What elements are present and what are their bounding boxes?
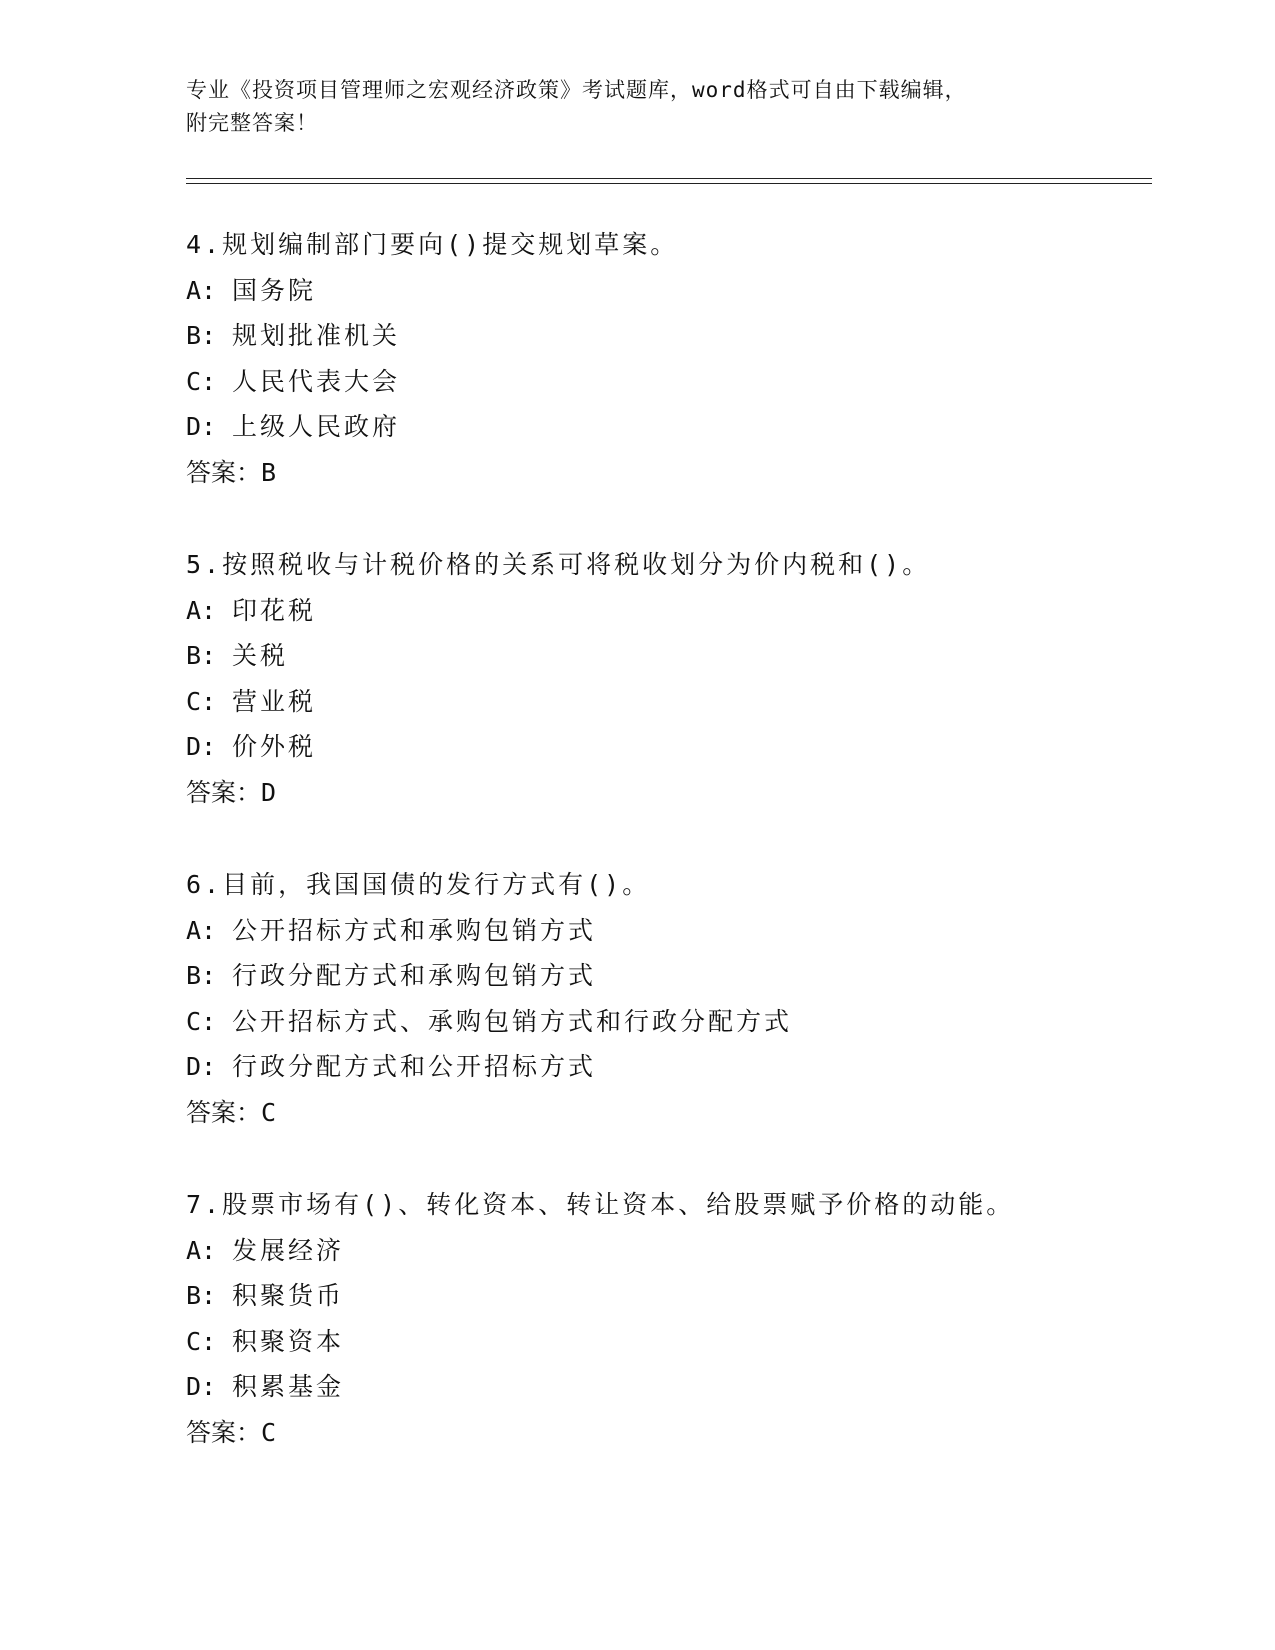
answer-label: 答案： [186, 777, 262, 807]
document-header [186, 74, 1086, 140]
answer-value: C [261, 1417, 277, 1447]
option-d [186, 724, 1186, 770]
option-letter: B: [186, 641, 217, 670]
option-text: 规划批准机关 [232, 321, 401, 350]
option-text: 营业税 [232, 686, 317, 716]
option-letter: C: [186, 1006, 217, 1036]
option-text: 关税 [232, 641, 289, 670]
option-c [186, 999, 1186, 1045]
option-letter: A: [186, 915, 217, 945]
option-d [186, 1044, 1186, 1090]
question-stem: 4.规划编制部门要向()提交规划草案。 [186, 230, 679, 259]
option-letter: D: [186, 1372, 217, 1401]
answer-label: 答案： [186, 1417, 262, 1447]
option-c [186, 679, 1186, 725]
answer-value: C [261, 1097, 277, 1127]
option-text: 国务院 [232, 275, 317, 305]
option-letter: B: [186, 321, 217, 350]
answer-value: D [261, 777, 277, 807]
option-text: 行政分配方式和公开招标方式 [232, 1052, 597, 1081]
header-line-2: 附完整答案！ [186, 111, 318, 135]
option-letter: C: [186, 366, 217, 396]
option-b [186, 953, 1186, 999]
option-text: 上级人民政府 [232, 412, 401, 441]
answer-label: 答案： [186, 457, 262, 487]
option-letter: A: [186, 275, 217, 305]
answer-value: B [261, 457, 277, 487]
question-4 [186, 222, 1186, 495]
option-text: 行政分配方式和承购包销方式 [232, 961, 597, 990]
option-letter: D: [186, 1052, 217, 1081]
question-7 [186, 1182, 1186, 1455]
option-letter: D: [186, 732, 217, 761]
header-divider-bottom [186, 183, 1152, 184]
option-c [186, 1319, 1186, 1365]
option-a [186, 908, 1186, 954]
question-stem: 5.按照税收与计税价格的关系可将税收划分为价内税和()。 [186, 550, 931, 579]
option-b [186, 1273, 1186, 1319]
option-text: 积聚资本 [232, 1326, 345, 1356]
option-letter: B: [186, 961, 217, 990]
option-text: 发展经济 [232, 1235, 345, 1265]
question-stem: 7.股票市场有()、转化资本、转让资本、给股票赋予价格的动能。 [186, 1190, 1015, 1219]
header-divider-top [186, 178, 1152, 179]
option-text: 印花税 [232, 595, 317, 625]
option-letter: C: [186, 1326, 217, 1356]
option-a [186, 588, 1186, 634]
option-text: 公开招标方式和承购包销方式 [232, 915, 597, 945]
option-letter: B: [186, 1281, 217, 1310]
option-text: 公开招标方式、承购包销方式和行政分配方式 [232, 1006, 793, 1036]
question-stem: 6.目前，我国国债的发行方式有()。 [186, 870, 651, 899]
option-text: 价外税 [232, 732, 317, 761]
option-a [186, 1228, 1186, 1274]
header-line-1: 专业《投资项目管理师之宏观经济政策》考试题库，word格式可自由下载编辑， [186, 78, 967, 102]
question-6 [186, 862, 1186, 1135]
option-c [186, 359, 1186, 405]
question-5 [186, 542, 1186, 815]
answer-label: 答案： [186, 1097, 262, 1127]
option-d [186, 404, 1186, 450]
option-b [186, 313, 1186, 359]
option-text: 人民代表大会 [232, 366, 401, 396]
option-letter: D: [186, 412, 217, 441]
answer-line [186, 450, 1186, 496]
option-b [186, 633, 1186, 679]
answer-line [186, 1090, 1186, 1136]
option-text: 积累基金 [232, 1372, 345, 1401]
option-letter: A: [186, 595, 217, 625]
option-letter: C: [186, 686, 217, 716]
answer-line [186, 1410, 1186, 1456]
option-a [186, 268, 1186, 314]
option-d [186, 1364, 1186, 1410]
option-text: 积聚货币 [232, 1281, 345, 1310]
option-letter: A: [186, 1235, 217, 1265]
answer-line [186, 770, 1186, 816]
